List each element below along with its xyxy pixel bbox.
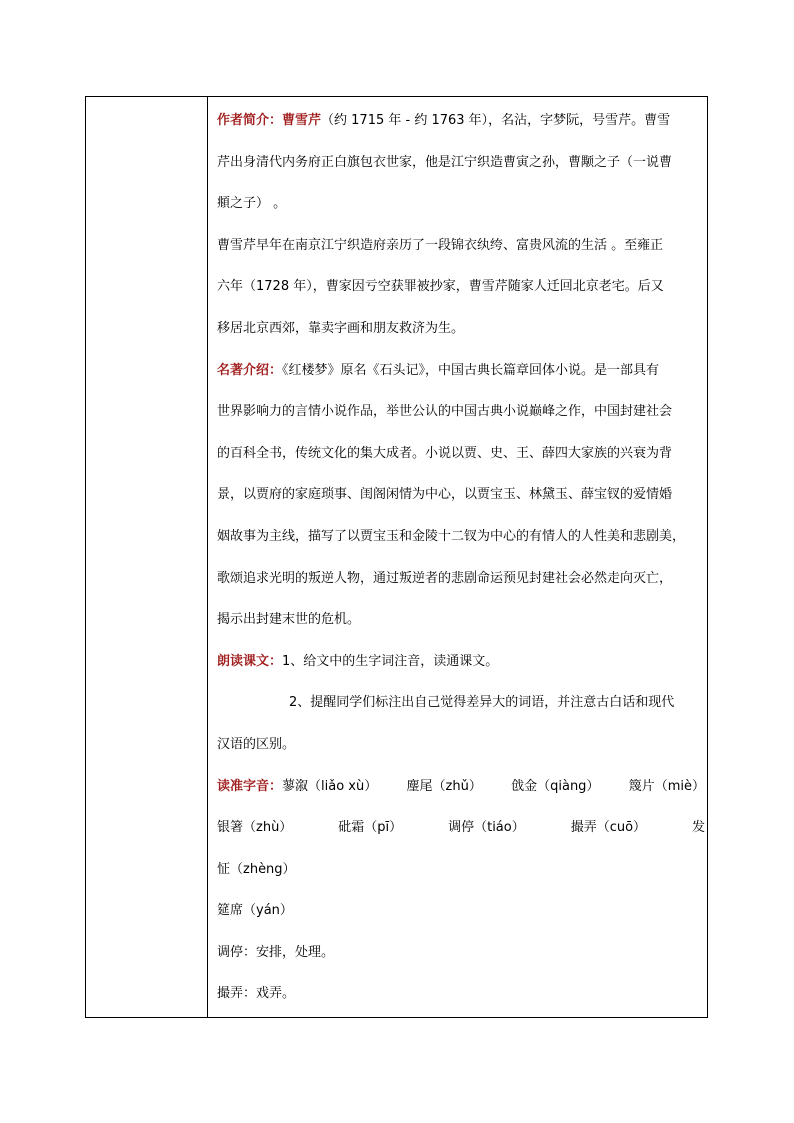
pronunciation-item: 发 xyxy=(691,820,705,836)
left-column-cell xyxy=(86,97,208,1017)
author-intro-line-1 xyxy=(217,100,707,142)
pronunciation-item: 读准字音：蓼溆（liǎo xù） xyxy=(217,778,378,794)
author-intro-line-2: 芹出身清代内务府正白旗包衣世家，他是江宁织造曹寅之孙，曹颙之子（一说曹 xyxy=(217,154,673,170)
pronunciation-item: 麈尾（zhǔ） xyxy=(406,778,482,794)
reading-line-1 xyxy=(217,641,707,683)
reading-label: 朗读课文： xyxy=(217,653,283,669)
author-intro-label: 作者简介： xyxy=(217,113,283,128)
book-intro-line-1 xyxy=(217,350,707,392)
pronunciation-item: 调停（tiáo） xyxy=(448,820,525,836)
book-intro-text: 《红楼梦》原名《石头记》，中国古典长篇章回体小说。是一部具有 xyxy=(282,362,660,378)
pronunciation-row-2-cont: 怔（zhèng） xyxy=(217,861,296,877)
pronunciation-item: 撮弄（cuō） xyxy=(570,820,647,836)
author-intro-line-3: 頫之子） 。 xyxy=(217,196,287,212)
author-name: 曹雪芹 xyxy=(282,113,322,128)
book-intro-line-3: 的百科全书，传统文化的集大成者。小说以贾、史、王、薛四大家族的兴衰为背 xyxy=(217,445,673,461)
pronunciation-row-3: 筵席（yán） xyxy=(217,903,293,919)
bio-line-3: 移居北京西郊，靠卖字画和朋友救济为生。 xyxy=(217,320,465,336)
pronunciation-item: 银箸（zhù） xyxy=(217,820,293,836)
pronunciation-item: 砒霜（pī） xyxy=(338,820,403,836)
right-column-cell xyxy=(208,97,707,1017)
content-table xyxy=(85,96,708,1018)
book-intro-line-2: 世界影响力的言情小说作品，举世公认的中国古典小说巅峰之作，中国封建社会 xyxy=(217,404,673,420)
pronunciation-label: 读准字音： xyxy=(217,778,283,794)
book-intro-line-4: 景，以贾府的家庭琐事、闺阁闲情为中心，以贾宝玉、林黛玉、薛宝钗的爱情婚 xyxy=(217,487,673,503)
book-intro-label: 名著介绍： xyxy=(217,362,283,378)
reading-step-2: 2、提醒同学们标注出自己觉得差异大的词语，并注意古白话和现代 xyxy=(289,695,675,711)
pronunciation-row-2 xyxy=(217,807,707,849)
bio-line-2: 六年（1728 年），曹家因亏空获罪被抄家，曹雪芹随家人迁回北京老宅。后又 xyxy=(217,279,664,295)
pronunciation-row-1 xyxy=(217,766,707,808)
book-intro-line-5: 姻故事为主线，描写了以贾宝玉和金陵十二钗为中心的有情人的人性美和悲剧美， xyxy=(217,528,686,544)
author-intro-text: （约 1715 年 - 约 1763 年），名沾，字梦阮，号雪芹。曹雪 xyxy=(321,113,671,128)
reading-step-1: 1、给文中的生字词注音，读通课文。 xyxy=(282,653,499,669)
definition-2: 撮弄：戏弄。 xyxy=(217,986,296,1002)
pronunciation-item: 篾片（miè） xyxy=(628,778,705,794)
definition-1: 调停：安排，处理。 xyxy=(217,944,335,960)
bio-line-1: 曹雪芹早年在南京江宁织造府亲历了一段锦衣纨绔、富贵风流的生活 。至雍正 xyxy=(217,237,664,253)
book-intro-line-6: 歌颂追求光明的叛逆人物，通过叛逆者的悲剧命运预见封建社会必然走向灭亡， xyxy=(217,570,673,586)
reading-step-2-cont: 汉语的区别。 xyxy=(217,736,296,752)
book-intro-line-7: 揭示出封建末世的危机。 xyxy=(217,612,361,628)
pronunciation-item: 戗金（qiàng） xyxy=(511,778,600,794)
